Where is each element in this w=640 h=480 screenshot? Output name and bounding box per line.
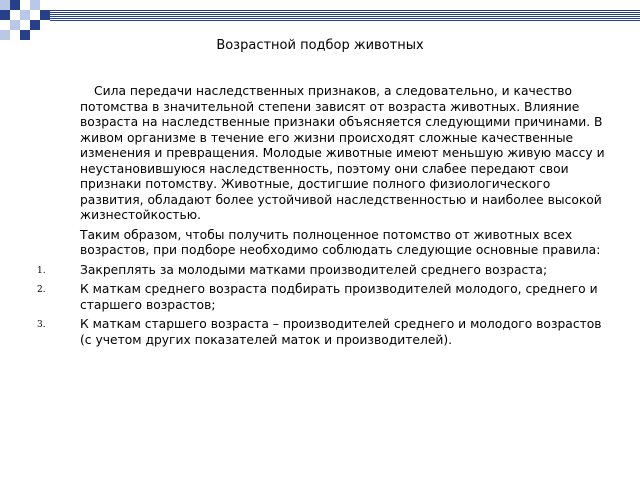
list-item-text: К маткам старшего возраста – производителей среднего и молодого возрастов (с учетом других показателей маток и производителей). <box>80 317 602 347</box>
decor-square <box>30 0 40 10</box>
decor-square <box>10 0 20 10</box>
list-item <box>37 282 608 313</box>
slide-body <box>37 84 608 352</box>
decor-square <box>40 10 50 20</box>
list-number: 3. <box>37 320 46 330</box>
paragraph: Сила передачи наследственных признаков, а следовательно, и качество потомства в значительной степени зависят от возраста животных. Влияние возраста на наследственные признаки объясняется следующими причинами. В живом организме в течение его жизни происходят сложные качественные изменения и превращения. Молодые животные имеют меньшую живую массу и неустановившуюся наследственность, поэтому они слабее передают свои признаки потомству. Животные, достигшие полного физиологического развития, обладают более устойчивой наследственностью и наиболее высокой жизнестойкостью. <box>80 84 605 222</box>
decor-square <box>10 20 20 30</box>
decor-square <box>20 10 30 20</box>
decor-square <box>30 20 40 30</box>
decor-square <box>0 10 10 20</box>
paragraph: Таким образом, чтобы получить полноценное потомство от животных всех возрастов, при подборе необходимо соблюдать следующие основные правила: <box>80 227 601 257</box>
slide-title: Возрастной подбор животных <box>216 38 424 53</box>
top-bar-pattern <box>50 10 640 21</box>
rules-list <box>37 262 608 349</box>
list-item-text: К маткам среднего возраста подбирать производителей молодого, среднего и старшего возрастов; <box>80 282 598 312</box>
list-number: 2. <box>37 285 46 295</box>
list-item <box>37 317 608 348</box>
list-number: 1. <box>37 265 46 276</box>
list-item-text: Закреплять за молодыми матками производителей среднего возраста; <box>80 262 548 277</box>
list-item <box>37 262 608 279</box>
decor-square <box>0 0 10 10</box>
